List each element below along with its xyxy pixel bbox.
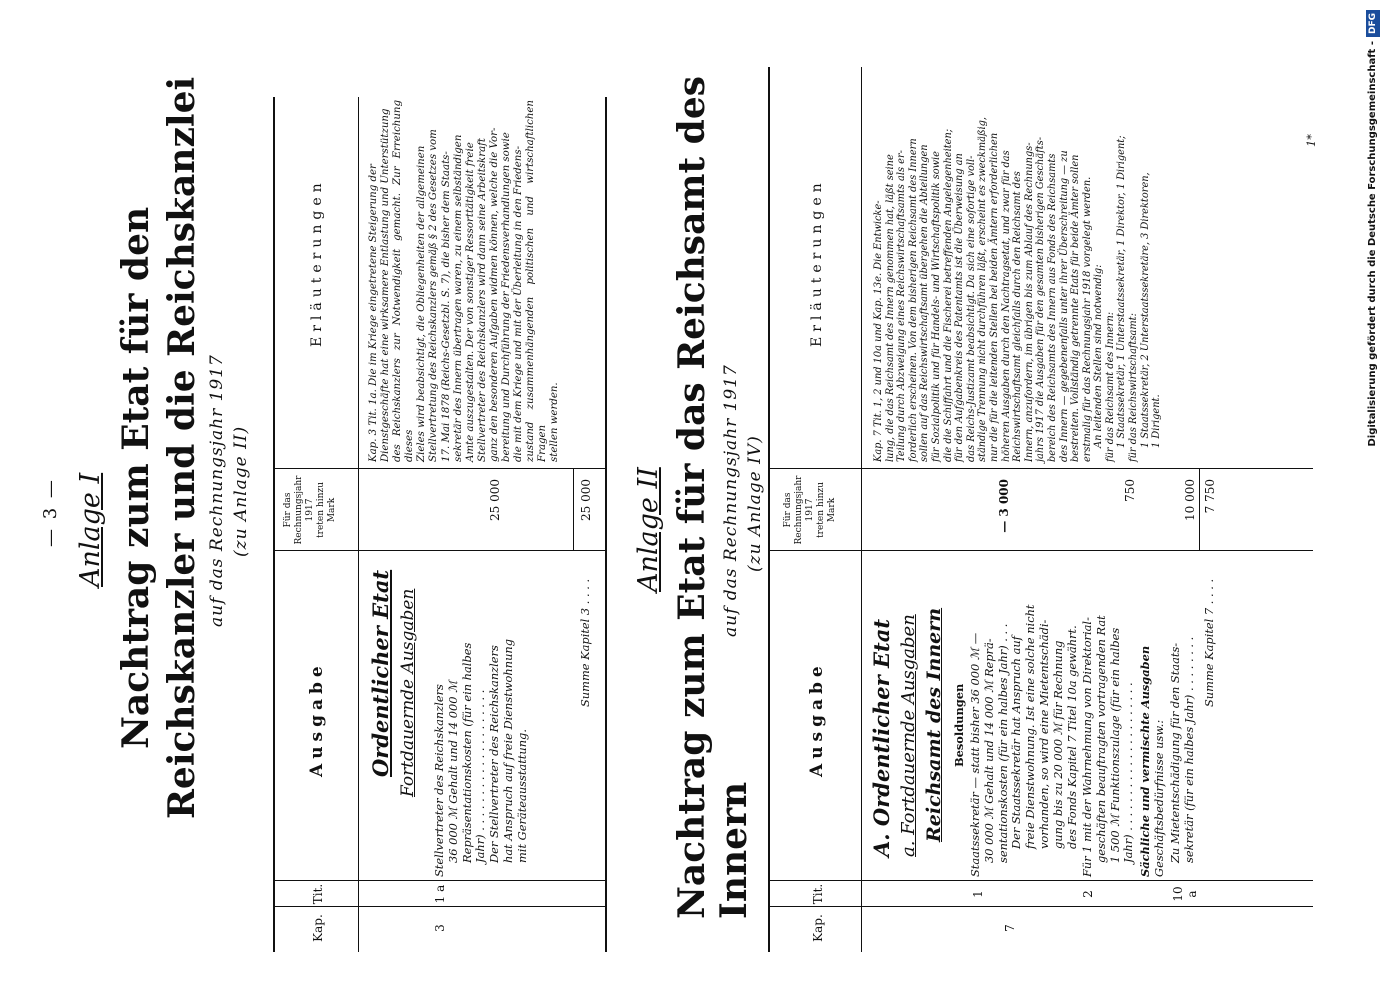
table1-header-rule [358, 97, 359, 952]
table1-erlaeuterungen-text: Kap. 3 Tit. 1a. Die im Kriege eingetretene Steigerung der Dienstgeschäfte hat eine wirksamere Entlastung und Unterstützung des Reichskanzlers zur Notwendigkeit gemacht. Zur Erreichung dieses Zieles wird beabsichtigt, die Obliegenheiten der allgemeinen Stellvertretung des Reichskanzlers gemäß § 2 des Gesetzes vom 17. Mai 1878 (Reichs-Gesetzbl. S. 7), die bisher dem Staats- sekretär des Innern übertragen waren, zu einem selbständigen Amte auszugestalten. Der von sonstiger Ressorttätigkeit freie Stellvertreter des Reichskanzlers wird dann seine Arbeitskraft ganz den besonderen Aufgaben widmen können, welche die Vor- bereitung und Durchführung der Friedensverhandlungen sowie die mit dem Kriege und mit der Überleitung in den Friedens- zustand zusammenhängenden politischen und wirtschaftlichen Fragen stellen werden. [368, 100, 561, 462]
table1-summe: 25 000 [579, 479, 593, 521]
table2-tit-2: 2 [1081, 890, 1095, 898]
table2-col-line [768, 880, 1313, 881]
dfg-notice-text: Digitalisierung gefördert durch die Deutsche Forschungsgemeinschaft - [1367, 41, 1378, 447]
table2-heading-d: Besoldungen [952, 683, 966, 767]
table2-tit-2-betrag: 750 [1123, 479, 1137, 502]
table1-top-rule [273, 97, 275, 952]
table1-ausgabe-text: Stellvertreter des Reichskanzlers 36 000 ℳ Gehalt und 14 000 ℳ Repräsentationskosten (für ein halbes Jahr) . . . . . . . . . . . . . . . . . . . . Der Stellvertreter des Reichskanzlers hat Anspruch auf freie Dienstwohnung mit Geräteausstattung. [432, 638, 529, 877]
footer-mark: 1* [1304, 134, 1318, 147]
table2-sum-rule [1199, 469, 1200, 551]
table2-header-betrag: Für das Rechnungsjahr 1917 treten hinzu Mark [783, 475, 837, 545]
table2-top-rule [768, 67, 770, 952]
table2-heading-a: A. Ordentlicher Etat [869, 618, 894, 857]
anlage-1-title-line2: Reichskanzler und die Reichskanzlei [161, 76, 203, 819]
table2-header-kap: Kap. [811, 914, 825, 942]
table1-header-kap: Kap. [311, 914, 325, 942]
table1-header-erlaeuterungen: Erläuterungen [309, 178, 325, 347]
page-number: — 3 — [40, 478, 61, 547]
table2-tit-10a-text: Zu Mietentschädigung für den Staats- sekretär (für ein halbes Jahr) . . . . . . . . [1168, 636, 1196, 863]
table2-header-ausgabe: Ausgabe [807, 661, 827, 777]
table1-tit: 1 a [433, 884, 447, 904]
table2-tit-2-text: Für 1 mit der Wahrnehmung von Direktorial- geschäften beauftragten vortragenden Rat 1 500 ℳ Funktionszulage (für ein halbes Jahr) . . . . . . . . . . . . . . . . . . . . . [1080, 615, 1136, 877]
table1-betrag: 25 000 [488, 479, 502, 521]
table1-bottom-rule [605, 97, 607, 952]
table2-header-erlaeuterungen: Erläuterungen [809, 178, 825, 347]
table1-heading-ordentlicher-etat: Ordentlicher Etat [368, 569, 393, 777]
table2-tit-1-betrag: — 3 000 [997, 479, 1011, 533]
table2-kap: 7 [1003, 924, 1017, 932]
table1-sum-rule [573, 469, 574, 551]
table2-tit-10a-betrag: 10 000 [1183, 479, 1197, 521]
table2-heading-e: Sächliche und vermischte Ausgaben [1138, 645, 1152, 877]
table2-tit-10a: 10 a [1171, 886, 1199, 902]
table2-tit-10-intro: Geschäftsbedürfnisse usw.: [1152, 719, 1166, 877]
table2-tit-1: 1 [971, 890, 985, 898]
anlage-2-subtitle: auf das Rechnungsjahr 1917 [721, 364, 741, 637]
table2-header-tit: Tit. [811, 883, 825, 905]
table1-col-line [273, 906, 605, 907]
rotated-page [0, 7, 1376, 1007]
anlage-2-reference: (zu Anlage IV) [745, 435, 765, 572]
dfg-logo: DFG [1366, 10, 1380, 37]
table1-header-tit: Tit. [311, 883, 325, 905]
table2-heading-b: a. Fortdauernde Ausgaben [898, 614, 919, 857]
table1-heading-fortdauernde: Fortdauernde Ausgaben [398, 588, 418, 797]
table1-header-betrag: Für das Rechnungsjahr 1917 treten hinzu Mark [283, 475, 337, 545]
anlage-1-title-line1: Nachtrag zum Etat für den [115, 206, 157, 749]
dfg-notice [1366, 10, 1380, 990]
table2-col-line [768, 550, 1313, 551]
table2-col-line [768, 468, 1313, 469]
table1-col-line [273, 468, 605, 469]
anlage-1-reference: (zu Anlage II) [231, 425, 251, 557]
anlage-2-label: Anlage II [633, 467, 664, 592]
table2-col-line [768, 906, 1313, 907]
anlage-1-label: Anlage I [75, 472, 106, 587]
table1-summe-label: Summe Kapitel 3 . . . . [578, 578, 592, 707]
table2-header-rule [861, 67, 862, 952]
table1-kap: 3 [433, 924, 447, 932]
anlage-1-subtitle: auf das Rechnungsjahr 1917 [207, 354, 227, 627]
table2-tit-1-text: Staatssekretär — statt bisher 36 000 ℳ — 30 000 ℳ Gehalt und 14 000 ℳ Reprä- sentationskosten (für ein halbes Jahr) . . . Der Staatssekretär hat Anspruch auf freie Dienstwohnung. Ist eine solche nicht vorhanden, so wird eine Mietentschädi- gung bis zu 20 000 ℳ für Rechnung des Fonds Kapitel 7 Titel 10a gewährt. [968, 604, 1079, 877]
table1-col-line [273, 550, 605, 551]
table1-col-line [273, 880, 605, 881]
table2-summe: 7 750 [1203, 479, 1217, 514]
anlage-2-title: Nachtrag zum Etat für das Reichsamt des Innern [671, 76, 755, 919]
table2-erlaeuterungen-text: Kap. 7 Tit. 1, 2 und 10a und Kap. 13e. Die Entwicke- lung, die das Reichsamt des Innern genommen hat, läßt seine Teilung durch Abzweigung eines Reichswirtschaftsamts als er- forderlich erscheinen. Von dem bisherigen Reichsamt des Innern sollen auf das Reichswirtschaftsamt übergehen die Abteilungen für Sozialpolitik und für Handels- und Wirtschaftspolitik sowie die die Schiffahrt und die Fischerei betreffenden Angelegenheiten; für den Aufgabenkreis des Patentamts ist die Überweisung an das Reichs-Justizamt beabsichtigt. Da sich eine sofortige voll- ständige Trennung nicht durchführen läßt, erscheint es zweckmäßig, nur die für die leitenden Stellen bei beiden Ämtern erforderlichen höheren Ausgaben durch den Nachtragsetat, und zwar für das Reichswirtschaftsamt gleichfalls durch den Reichsamt des Innern, anzufordern, im übrigen bis zum Ablauf des Rechnungs- jahrs 1917 die Ausgaben für den gesamten bisherigen Geschäfts- bereich des Reichsamts des Innern aus Fonds des Reichsamts des Innern — gegebenenfalls unter ihrer Überschreitung — zu bestreiten. Vollständig getrennte Etats für beide Ämter sollen erstmalig für das Rechnungsjahr 1918 vorgelegt werden. An leitenden Stellen sind notwendig: für das Reichsamt des Innern: 1 Staatssekretär, 1 Unterstaatssekretär, 1 Direktor, 1 Dirigent; für das Reichswirtschaftsamt: 1 Staatssekretär, 2 Unterstaatssekretäre, 3 Direktoren, 1 Dirigent. [873, 116, 1163, 462]
table1-header-ausgabe: Ausgabe [307, 661, 327, 777]
table2-summe-label: Summe Kapitel 7 . . . . [1202, 578, 1216, 707]
table2-heading-c: Reichsamt des Innern [923, 607, 945, 842]
